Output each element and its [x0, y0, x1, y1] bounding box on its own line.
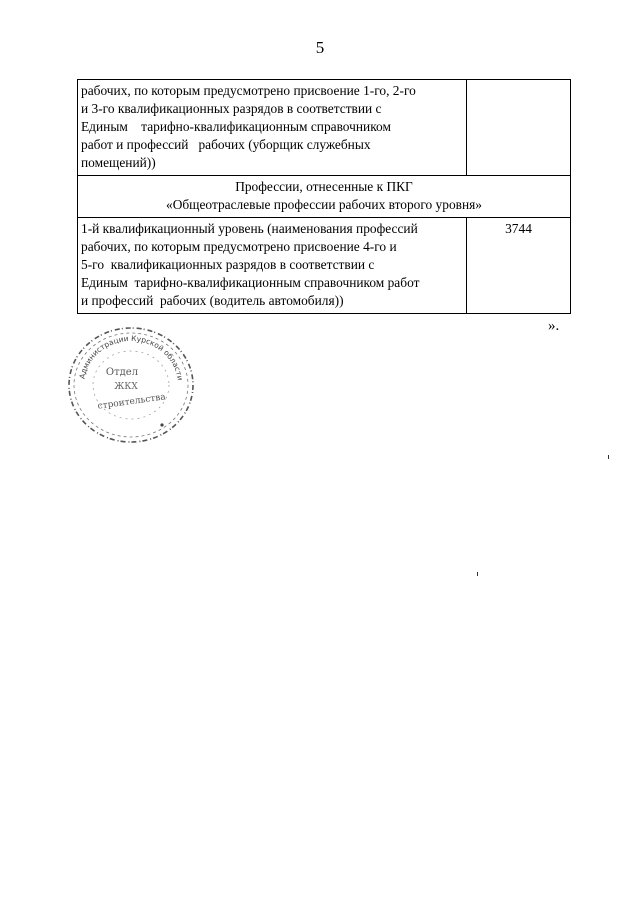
description-line: Единым тарифно-квалификационным справочником работ [81, 275, 420, 290]
description-line: и 3-го квалификационных разрядов в соответствии с [81, 101, 382, 116]
stamp-ring-text-path: Администрации Курской области [77, 333, 185, 382]
description-line: 1-й квалификационный уровень (наименования профессий [81, 221, 418, 236]
group-header-cell [78, 176, 571, 218]
salary-value-cell: 3744 [467, 218, 571, 314]
salary-table [77, 79, 571, 314]
description-line: рабочих, по которым предусмотрено присвоение 4-го и [81, 239, 397, 254]
scan-artifact-mark [477, 572, 478, 576]
description-line: 5-го квалификационных разрядов в соответствии с [81, 257, 375, 272]
profession-description-cell [78, 80, 467, 176]
scan-artifact-mark [608, 455, 609, 459]
profession-description-cell [78, 218, 467, 314]
description-line: помещений)) [81, 155, 156, 170]
group-header-line: Профессии, отнесенные к ПКГ [235, 179, 413, 194]
group-header-row [78, 176, 571, 218]
description-line: Единым тарифно-квалификационным справочником [81, 119, 391, 134]
table-row [78, 218, 571, 314]
description-line: рабочих, по которым предусмотрено присвоение 1-го, 2-го [81, 83, 416, 98]
group-header-line: «Общеотраслевые профессии рабочих второго уровня» [166, 197, 482, 212]
stamp-center-text: строительства [97, 392, 167, 412]
table-row [78, 80, 571, 176]
salary-value-cell [467, 80, 571, 176]
stamp-center-text: ЖКХ [114, 382, 138, 392]
official-stamp [64, 323, 198, 447]
description-line: работ и профессий рабочих (уборщик служебных [81, 137, 371, 152]
stamp-center-text: Отдел [105, 367, 139, 378]
description-line: и профессий рабочих (водитель автомобиля)) [81, 293, 344, 308]
closing-quote-mark: ». [548, 318, 560, 334]
stamp-star-icon [160, 423, 163, 426]
page-number: 5 [315, 38, 325, 57]
